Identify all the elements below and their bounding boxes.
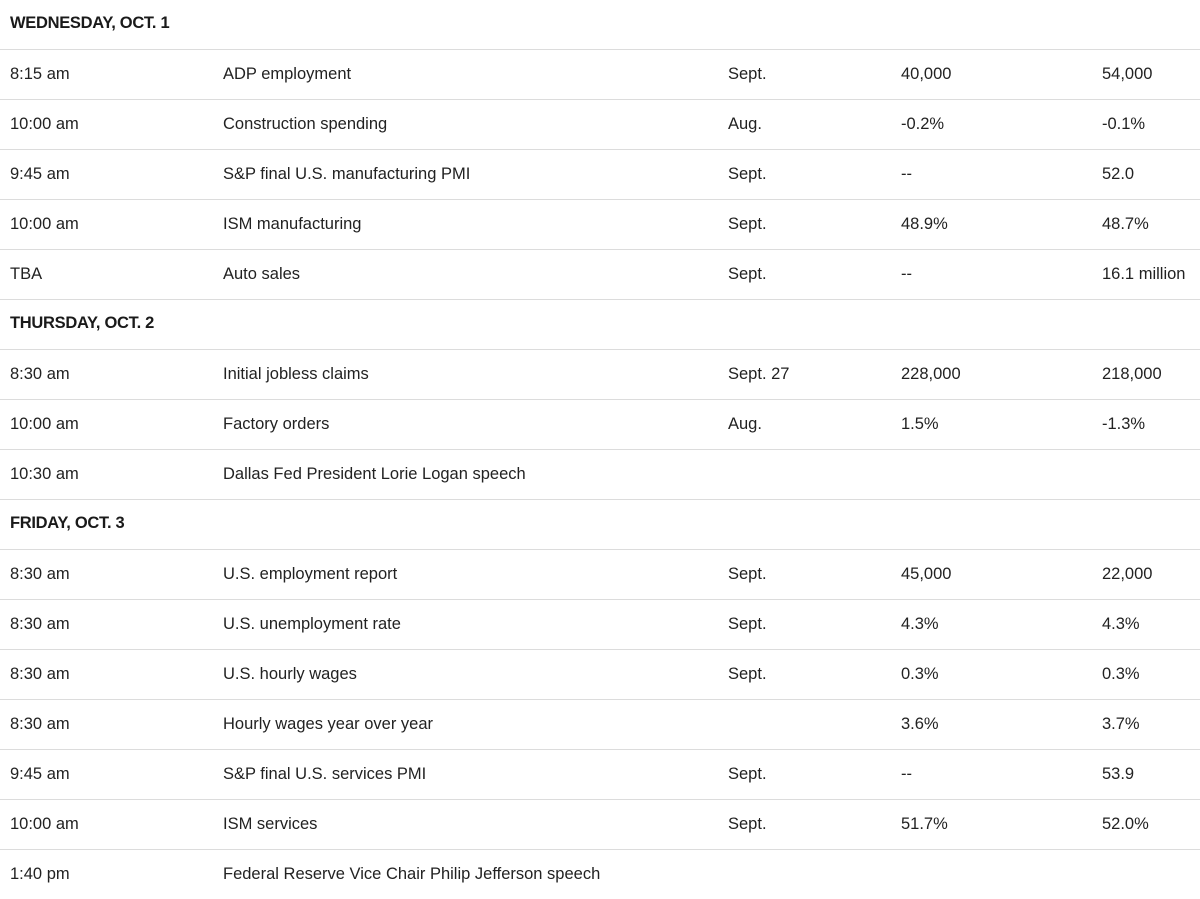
event-time: 10:00 am [10, 815, 79, 833]
event-period: Aug. [728, 415, 762, 433]
event-time: 8:30 am [10, 615, 70, 633]
day-header: WEDNESDAY, OCT. 1 [10, 14, 170, 32]
event-period: Sept. [728, 665, 767, 683]
event-forecast: -- [901, 765, 912, 783]
event-period: Sept. [728, 765, 767, 783]
event-name: Dallas Fed President Lorie Logan speech [223, 465, 526, 483]
event-period: Sept. [728, 65, 767, 83]
event-previous: 52.0 [1102, 165, 1135, 183]
event-name: U.S. employment report [223, 565, 398, 583]
event-forecast: 3.6% [901, 715, 939, 733]
event-time: 8:30 am [10, 565, 70, 583]
event-period: Sept. [728, 815, 767, 833]
table-row [0, 250, 1200, 300]
table-row [0, 50, 1200, 100]
table-row [0, 100, 1200, 150]
table-row [0, 700, 1200, 750]
day-header: FRIDAY, OCT. 3 [10, 514, 125, 532]
table-row [0, 400, 1200, 450]
event-time: 8:15 am [10, 65, 70, 83]
event-time: 8:30 am [10, 715, 70, 733]
table-row [0, 450, 1200, 500]
event-previous: 53.9 [1102, 765, 1135, 783]
event-name: S&P final U.S. manufacturing PMI [223, 165, 471, 183]
event-time: 8:30 am [10, 665, 70, 683]
event-forecast: 40,000 [901, 65, 952, 83]
event-name: Hourly wages year over year [223, 715, 434, 733]
event-name: Construction spending [223, 115, 388, 133]
event-name: U.S. unemployment rate [223, 615, 401, 633]
event-period: Sept. [728, 265, 767, 283]
event-time: 9:45 am [10, 765, 70, 783]
event-previous: 3.7% [1102, 715, 1140, 733]
event-forecast: 45,000 [901, 565, 952, 583]
day-header: THURSDAY, OCT. 2 [10, 314, 155, 332]
table-row [0, 550, 1200, 600]
event-name: ISM manufacturing [223, 215, 362, 233]
event-previous: 4.3% [1102, 615, 1140, 633]
event-forecast: -0.2% [901, 115, 945, 133]
event-name: S&P final U.S. services PMI [223, 765, 427, 783]
event-forecast: 4.3% [901, 615, 939, 633]
table-row [0, 150, 1200, 200]
event-name: Auto sales [223, 265, 301, 283]
event-period: Aug. [728, 115, 762, 133]
event-previous: 0.3% [1102, 665, 1140, 683]
day-header-row [0, 500, 1200, 550]
event-name: Federal Reserve Vice Chair Philip Jefferson speech [223, 865, 601, 883]
table-row [0, 350, 1200, 400]
event-time: 10:30 am [10, 465, 79, 483]
event-period: Sept. [728, 165, 767, 183]
event-time: 10:00 am [10, 115, 79, 133]
event-name: Factory orders [223, 415, 330, 433]
event-previous: 218,000 [1102, 365, 1162, 383]
event-period: Sept. [728, 215, 767, 233]
event-forecast: -- [901, 165, 912, 183]
event-time: 1:40 pm [10, 865, 70, 883]
event-time: 10:00 am [10, 215, 79, 233]
event-forecast: 228,000 [901, 365, 961, 383]
event-name: ADP employment [223, 65, 352, 83]
table-row [0, 600, 1200, 650]
event-forecast: 0.3% [901, 665, 939, 683]
day-header-row [0, 0, 1200, 50]
event-name: U.S. hourly wages [223, 665, 357, 683]
table-row [0, 750, 1200, 800]
table-row [0, 850, 1200, 899]
event-forecast: 51.7% [901, 815, 948, 833]
table-row [0, 650, 1200, 700]
table-row [0, 800, 1200, 850]
event-previous: 48.7% [1102, 215, 1149, 233]
event-period: Sept. 27 [728, 365, 790, 383]
event-time: 9:45 am [10, 165, 70, 183]
event-previous: 52.0% [1102, 815, 1149, 833]
event-previous: 22,000 [1102, 565, 1153, 583]
event-forecast: 48.9% [901, 215, 948, 233]
day-header-row [0, 300, 1200, 350]
event-previous: 54,000 [1102, 65, 1153, 83]
event-forecast: 1.5% [901, 415, 939, 433]
event-time: 8:30 am [10, 365, 70, 383]
event-name: ISM services [223, 815, 318, 833]
event-time: TBA [10, 265, 43, 283]
event-name: Initial jobless claims [223, 365, 369, 383]
event-previous: 16.1 million [1102, 265, 1186, 283]
event-period: Sept. [728, 615, 767, 633]
event-period: Sept. [728, 565, 767, 583]
event-time: 10:00 am [10, 415, 79, 433]
table-row [0, 200, 1200, 250]
event-previous: -0.1% [1102, 115, 1146, 133]
event-forecast: -- [901, 265, 912, 283]
event-previous: -1.3% [1102, 415, 1146, 433]
